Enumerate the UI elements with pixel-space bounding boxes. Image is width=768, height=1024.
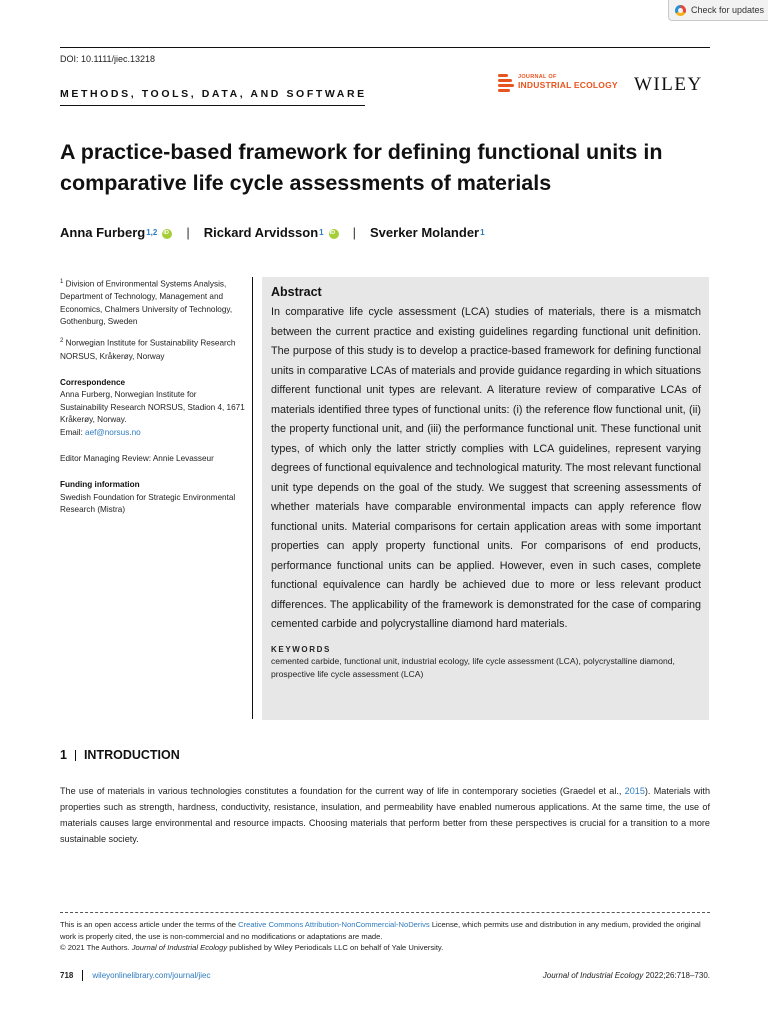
- author-separator: |: [352, 225, 356, 240]
- journal-logo-icon: [498, 72, 514, 92]
- publisher-logo: WILEY: [634, 74, 703, 95]
- abstract-heading: Abstract: [271, 285, 322, 299]
- correspondence-text: Anna Furberg, Norwegian Institute for Sustainability Research NORSUS, Stadion 4, 1671 Kråkerøy, Norway.: [60, 390, 245, 425]
- affiliation: $^2$ Norwegian Institute for Sustainability Research NORSUS, Kråkerøy, Norway: [60, 338, 236, 361]
- page-number: 718: [60, 971, 74, 980]
- check-for-updates-label: Check for updates: [691, 5, 765, 15]
- journal-logo: [498, 72, 618, 92]
- orcid-icon[interactable]: [329, 229, 339, 239]
- funding-info: [60, 479, 245, 516]
- author-affiliation[interactable]: 1: [319, 228, 324, 237]
- article-info-column: [60, 276, 245, 531]
- keywords: cemented carbide, functional unit, industrial ecology, life cycle assessment (LCA), polycrystalline diamond, prospective life cycle assessment (LCA): [271, 655, 675, 679]
- correspondence: [60, 377, 245, 439]
- author-affiliation[interactable]: 1: [480, 228, 485, 237]
- article-title: A practice-based framework for defining functional units in comparative life cycle assessments of materials: [60, 140, 663, 195]
- introduction-paragraph: The use of materials in various technologies constitutes a foundation for the current way of life in contemporary societies (Graedel et al., 2015). Materials with properties such as strength, hardness, conductivity, resistance, insulation, and permeability have enabled numerous applications. At the same time, the use of materials causes large environmental and resource impacts. Choosing materials that perform better from these perspectives is crucial for a transition to a more sustainable society.: [60, 786, 711, 844]
- orcid-icon[interactable]: [162, 229, 172, 239]
- email-link[interactable]: aef@norsus.no: [85, 427, 141, 437]
- abstract-body: In comparative life cycle assessment (LCA) studies of materials, there is a mismatch between the current practice and existing guidelines regarding functional unit definition. The purpose of this study is to develop a practice-based framework for defining functional units in comparative LCAs of materials and provide guidance regarding in which situations different functional unit types are relevant. A literature review of comparative LCAs of materials identified three types of functional units: (i) the reference flow functional unit, (ii) the property functional unit, and (iii) the performance functional unit. These functional unit types, of which only the latter strictly complies with LCA guidelines, represent varying degrees of functional equivalence and technological maturity. The most relevant functional unit type depends on the goal of the study. We suggest that screening assessments of whether materials have comparable environmental impacts can apply reference flow functional units. Material comparisons for certain application areas with some important properties can apply property functional units. For comparisons of end products, performance functional units can be applied. However, even in such cases, complete functional equivalence can hardly be achieved due to more or less relevant product differences. The applicability of the framework is demonstrated for the case of comparing cemented carbide and polycrystalline diamond hard materials.: [271, 306, 701, 630]
- heading-divider: [75, 750, 76, 761]
- correspondence-heading: Correspondence: [60, 377, 126, 387]
- email-label: Email:: [60, 427, 86, 437]
- license-note: This is an open access article under the terms of the Creative Commons Attribution-NonCommercial-NoDerivs License, which permits use and distribution in any medium, provided the original work is properly cited, the use is non-commercial and no modifications or adaptations are made. © 2021 The Authors. Journal of Industrial Ecology published by Wiley Periodicals LLC on behalf of Yale University.: [60, 920, 701, 953]
- header-rule: [60, 47, 710, 48]
- section-label: METHODS, TOOLS, DATA, AND SOFTWARE: [60, 88, 367, 100]
- footnote-divider: [60, 912, 710, 913]
- section-underline: [60, 105, 365, 106]
- license-link[interactable]: Creative Commons Attribution-NonCommercial-NoDerivs: [238, 920, 430, 929]
- author-affiliation[interactable]: 1,2: [146, 228, 158, 237]
- abstract-box: [262, 277, 709, 720]
- crossmark-icon: [675, 5, 686, 16]
- section-number: 1: [60, 748, 67, 762]
- check-for-updates-badge[interactable]: [668, 0, 768, 21]
- author-name[interactable]: Anna Furberg: [60, 225, 146, 240]
- journal-citation: Journal of Industrial Ecology 2022;26:718–730.: [542, 971, 710, 980]
- doi: DOI: 10.1111/jiec.13218: [60, 54, 156, 64]
- funding-text: Swedish Foundation for Strategic Environmental Research (Mistra): [60, 492, 236, 515]
- author-list: [60, 225, 485, 240]
- section-heading: [60, 748, 180, 762]
- affiliation: $^1$ Division of Environmental Systems Analysis, Department of Technology, Management and Economics, Chalmers University of Technology, Gothenburg, Sweden: [60, 279, 233, 326]
- author-separator: |: [186, 225, 190, 240]
- keywords-label: KEYWORDS: [271, 644, 331, 654]
- column-divider: [252, 277, 253, 719]
- section-title: INTRODUCTION: [83, 748, 180, 762]
- editor-note: Editor Managing Review: Annie Levasseur: [60, 453, 214, 463]
- journal-logo-big: INDUSTRIAL ECOLOGY: [518, 79, 618, 90]
- journal-url[interactable]: wileyonlinelibrary.com/journal/jiec: [92, 971, 211, 980]
- citation-link[interactable]: 2015: [624, 786, 645, 796]
- page-footer: [60, 970, 710, 981]
- author-name[interactable]: Sverker Molander: [370, 225, 480, 240]
- author-name[interactable]: Rickard Arvidsson: [203, 225, 319, 240]
- journal-logo-small: JOURNAL OF: [518, 74, 557, 80]
- footer-divider: [82, 970, 83, 981]
- funding-heading: Funding information: [60, 480, 140, 490]
